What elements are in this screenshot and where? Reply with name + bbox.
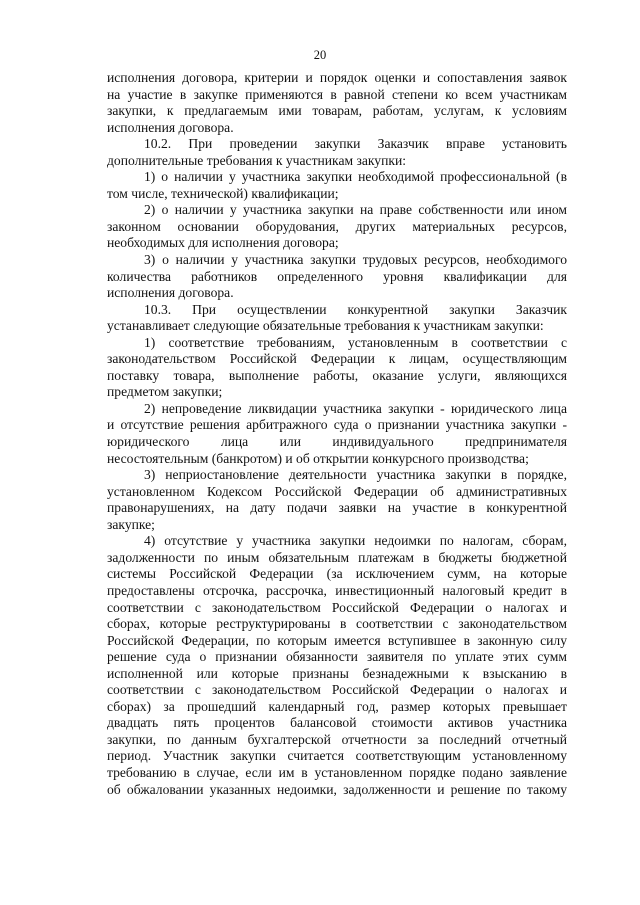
text-line: 3) о наличии у участника закупки трудовых ресурсов, необходимого <box>144 252 567 268</box>
document-body <box>107 70 567 798</box>
text-line: сборах, которые реструктурированы в соответствии с законодательством <box>107 616 567 632</box>
text-line: 10.3. При осуществлении конкурентной закупки Заказчик <box>144 301 567 317</box>
text-line: 3) неприостановление деятельности участника закупки в порядке, <box>144 467 567 483</box>
text-line: 1) о наличии у участника закупки необходимой профессиональной (в <box>144 169 567 185</box>
text-line: закупки, по данным бухгалтерской отчетности за последний отчетный <box>107 731 567 747</box>
text-line: юридического лица или индивидуального предпринимателя <box>107 434 567 450</box>
text-line: об обжаловании указанных недоимки, задолженности и решение по такому <box>107 781 567 797</box>
paragraph <box>107 202 567 252</box>
text-line: исполнения договора, критерии и порядок оценки и сопоставления заявок <box>107 70 567 85</box>
text-line: законодательством Российской Федерации к лицам, осуществляющим <box>107 351 567 367</box>
text-line: системы Российской Федерации (за исключением сумм, на которые <box>107 566 567 582</box>
paragraph <box>107 70 567 136</box>
text-line: 2) о наличии у участника закупки на праве собственности или ином <box>144 202 567 218</box>
text-line: необходимых для исполнения договора; <box>107 235 339 251</box>
text-line: том числе, технической) квалификации; <box>107 185 339 201</box>
text-line: исполненной или которые признаны безнадежными к взысканию в <box>107 665 567 681</box>
paragraph <box>107 533 567 798</box>
paragraph <box>107 401 567 467</box>
text-line: требованию в случае, если им в установленном порядке подано заявление <box>107 764 567 780</box>
text-line: сборах) за прошедший календарный год, размер которых превышает <box>107 698 567 714</box>
text-line: решение суда о признании обязанности заявителя по уплате этих сумм <box>107 649 567 665</box>
text-line: законном основании оборудования, других материальных ресурсов, <box>107 218 567 234</box>
text-line: предметом закупки; <box>107 384 223 400</box>
text-line: закупки, к предлагаемым ими товарам, работам, услугам, к условиям <box>107 103 567 119</box>
text-line: исполнения договора. <box>107 285 234 301</box>
paragraph <box>107 136 567 169</box>
text-line: установленном Кодексом Российской Федерации об административных <box>107 483 567 499</box>
text-line: период. Участник закупки считается соответствующим установленному <box>107 748 567 764</box>
text-line: количества работников определенного уровня квалификации для <box>107 268 567 284</box>
paragraph <box>107 252 567 302</box>
text-line: 2) непроведение ликвидации участника закупки - юридического лица <box>144 400 567 416</box>
text-line: поставку товара, выполнение работы, оказание услуги, являющихся <box>107 367 567 383</box>
text-line: соответствии с законодательством Российской Федерации о налогах и <box>107 682 567 698</box>
text-line: задолженности по иным обязательным платежам в бюджеты бюджетной <box>107 549 567 565</box>
text-line: и отсутствие решения арбитражного суда о признании участника закупки - <box>107 417 567 433</box>
text-line: предоставлены отсрочка, рассрочка, инвестиционный налоговый кредит в <box>107 582 567 598</box>
paragraph <box>107 302 567 335</box>
text-line: правонарушениях, на дату подачи заявки на участие в конкурентной <box>107 500 567 516</box>
text-line: Российской Федерации, по которым имеется вступившее в законную силу <box>107 632 567 648</box>
paragraph <box>107 335 567 401</box>
text-line: дополнительные требования к участникам закупки: <box>107 152 407 168</box>
text-line: закупке; <box>107 516 155 532</box>
text-line: соответствии с законодательством Российской Федерации о налогах и <box>107 599 567 615</box>
paragraph <box>107 169 567 202</box>
text-line: двадцать пять процентов балансовой стоимости активов участника <box>107 715 567 731</box>
text-line: на участие в закупке применяются в равной степени ко всем участникам <box>107 86 567 102</box>
text-line: исполнения договора. <box>107 119 234 135</box>
page-number: 20 <box>313 48 327 62</box>
text-line: 1) соответствие требованиям, установленным в соответствии с <box>144 334 567 350</box>
text-line: 10.2. При проведении закупки Заказчик вправе установить <box>144 136 567 152</box>
text-line: устанавливает следующие обязательные требования к участникам закупки: <box>107 318 544 334</box>
text-line: 4) отсутствие у участника закупки недоимки по налогам, сборам, <box>144 533 567 549</box>
paragraph <box>107 467 567 533</box>
text-line: несостоятельным (банкротом) и об открытии конкурсного производства; <box>107 450 529 466</box>
